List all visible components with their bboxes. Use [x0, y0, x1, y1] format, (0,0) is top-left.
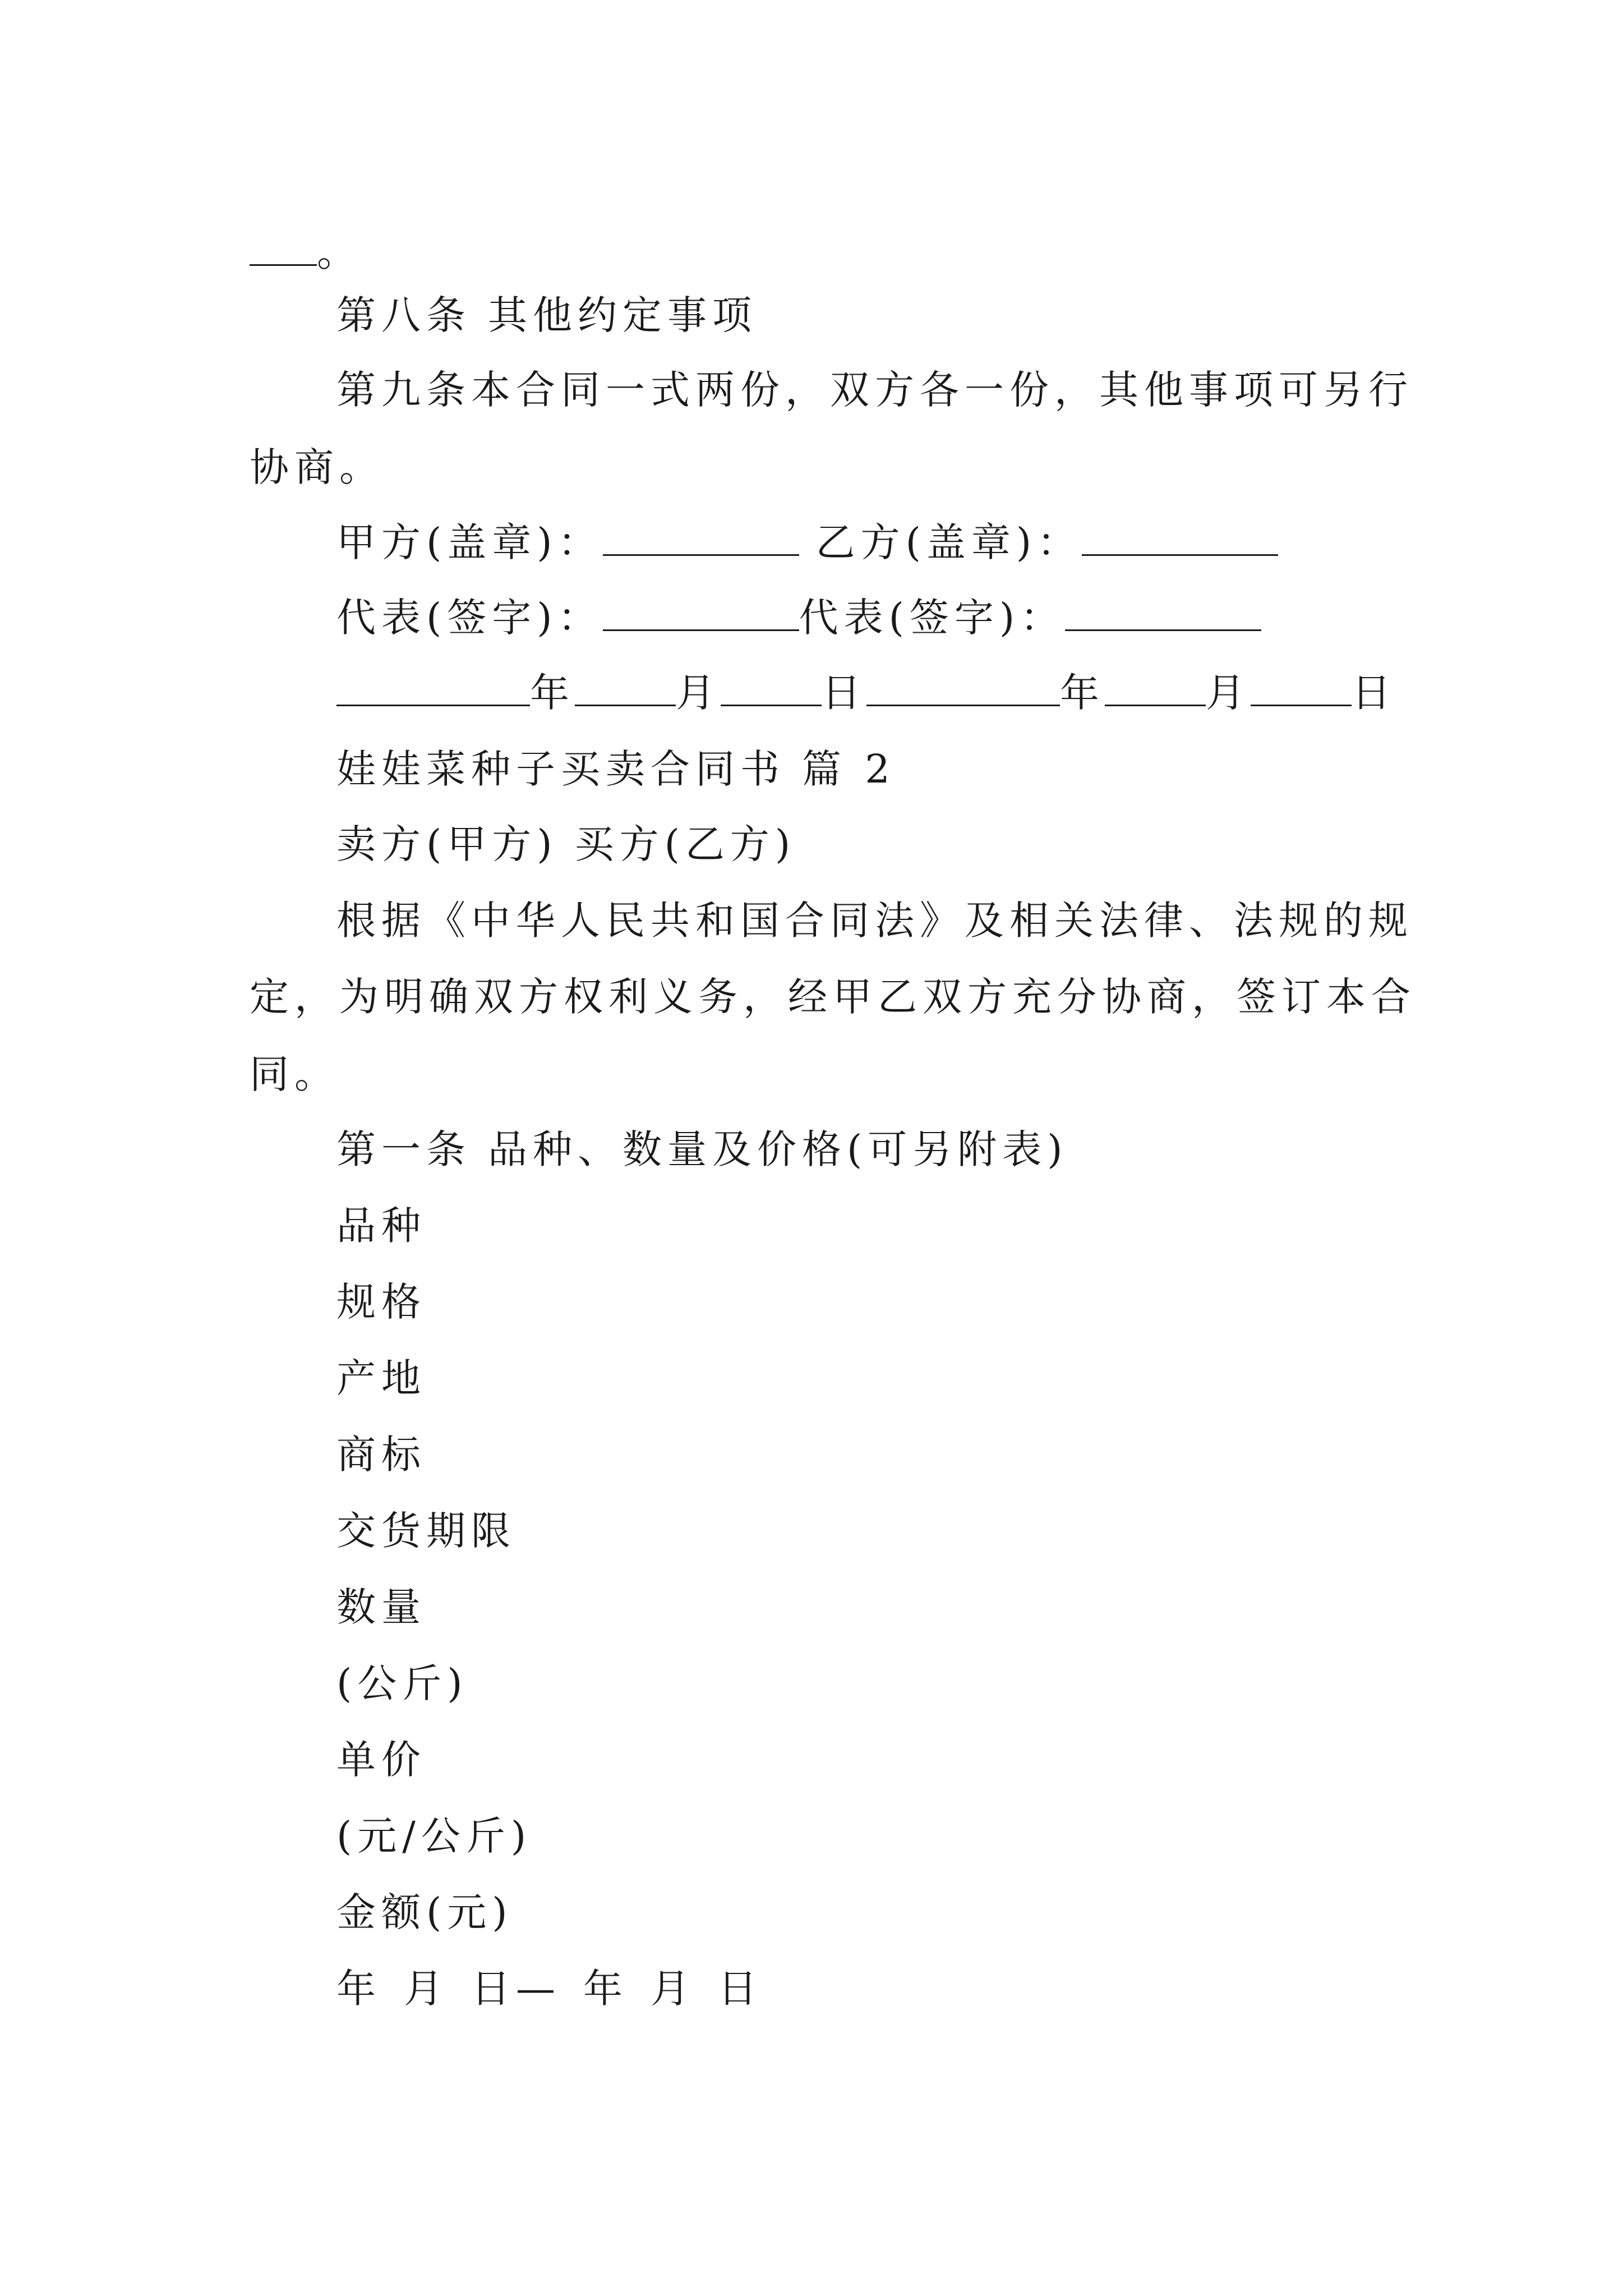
preamble-line-3	[250, 1043, 339, 1105]
preamble-line-1	[336, 890, 1413, 951]
line-text: 数量	[336, 1584, 426, 1630]
article-8-heading	[336, 284, 757, 346]
line-text: 定，为明确双方权利义务，经甲乙双方充分协商，签订本合	[250, 974, 1416, 1020]
seal-line	[336, 512, 1278, 573]
fill-blank	[250, 225, 317, 266]
field-quantity-unit	[336, 1653, 468, 1714]
party-a-rep-blank	[603, 590, 799, 631]
party-a-rep-label: 代表(签字)：	[336, 595, 603, 641]
year-label: 年	[336, 1966, 381, 2012]
party-a-seal-blank	[603, 515, 799, 556]
line-text: 金额(元)	[336, 1889, 513, 1935]
article-9-text	[336, 359, 1413, 421]
day-label: 日	[822, 670, 866, 716]
line-text: 。	[317, 229, 362, 275]
field-spec	[336, 1271, 426, 1333]
party-a-seal-label: 甲方(盖章)：	[336, 519, 603, 565]
field-trademark	[336, 1424, 426, 1485]
day-blank	[721, 665, 822, 706]
line-text: 单价	[336, 1737, 426, 1783]
field-amount	[336, 1881, 513, 1943]
article-title: 其他约定事项	[488, 292, 757, 338]
line-text: 品种	[336, 1203, 426, 1249]
year-label: 年	[1060, 670, 1105, 716]
party-b-seal-label: 乙方(盖章)：	[815, 519, 1082, 565]
month-label: 月	[676, 670, 721, 716]
field-quantity	[336, 1576, 426, 1638]
article-1-heading	[336, 1119, 1068, 1180]
date-range-line	[336, 1958, 763, 2019]
line-text: 第九条本合同一式两份，双方各一份，其他事项可另行	[336, 367, 1413, 413]
buyer-label: 买方(乙方)	[574, 821, 796, 867]
line-text: 商标	[336, 1432, 426, 1478]
article-9-text-cont	[250, 436, 384, 498]
field-variety	[336, 1195, 426, 1257]
party-b-rep-blank	[1065, 590, 1261, 631]
line-text: 同。	[250, 1051, 339, 1097]
year-label: 年	[530, 670, 575, 716]
signature-line	[336, 587, 1261, 648]
field-origin	[336, 1347, 426, 1409]
month-label: 月	[404, 1966, 449, 2012]
article-number: 第一条	[336, 1126, 471, 1172]
day-label: 日—	[471, 1966, 561, 2012]
article-number: 第八条	[336, 292, 471, 338]
day-label: 日	[718, 1966, 763, 2012]
month-blank	[1105, 665, 1206, 706]
seller-label: 卖方(甲方)	[336, 821, 558, 867]
contract-title: 娃娃菜种子买卖合同书	[336, 746, 785, 792]
month-label: 月	[1206, 670, 1251, 716]
parties-line	[336, 813, 796, 875]
line-text: 规格	[336, 1279, 426, 1325]
line-text: 根据《中华人民共和国合同法》及相关法律、法规的规	[336, 898, 1413, 944]
field-unit-price-unit	[336, 1805, 532, 1867]
party-b-rep-label: 代表(签字)：	[799, 595, 1066, 641]
line-text: 协商。	[250, 444, 384, 490]
day-label: 日	[1352, 670, 1396, 716]
article-title: 品种、数量及价格(可另附表)	[488, 1126, 1068, 1172]
line-text: (元/公斤)	[336, 1813, 532, 1859]
line-text: 产地	[336, 1355, 426, 1401]
year-label: 年	[583, 1966, 628, 2012]
preamble-line-2	[250, 966, 1416, 1028]
line-continuation	[250, 222, 362, 283]
line-text: (公斤)	[336, 1660, 468, 1706]
date-line	[336, 662, 1396, 724]
section-number: 篇 2	[802, 746, 896, 792]
month-label: 月	[651, 1966, 695, 2012]
field-unit-price	[336, 1729, 426, 1791]
day-blank	[1251, 665, 1352, 706]
field-delivery-period	[336, 1500, 516, 1562]
section-heading	[336, 738, 896, 800]
year-blank	[336, 665, 530, 706]
year-blank	[866, 665, 1060, 706]
party-b-seal-blank	[1082, 515, 1278, 556]
month-blank	[575, 665, 676, 706]
line-text: 交货期限	[336, 1508, 516, 1554]
